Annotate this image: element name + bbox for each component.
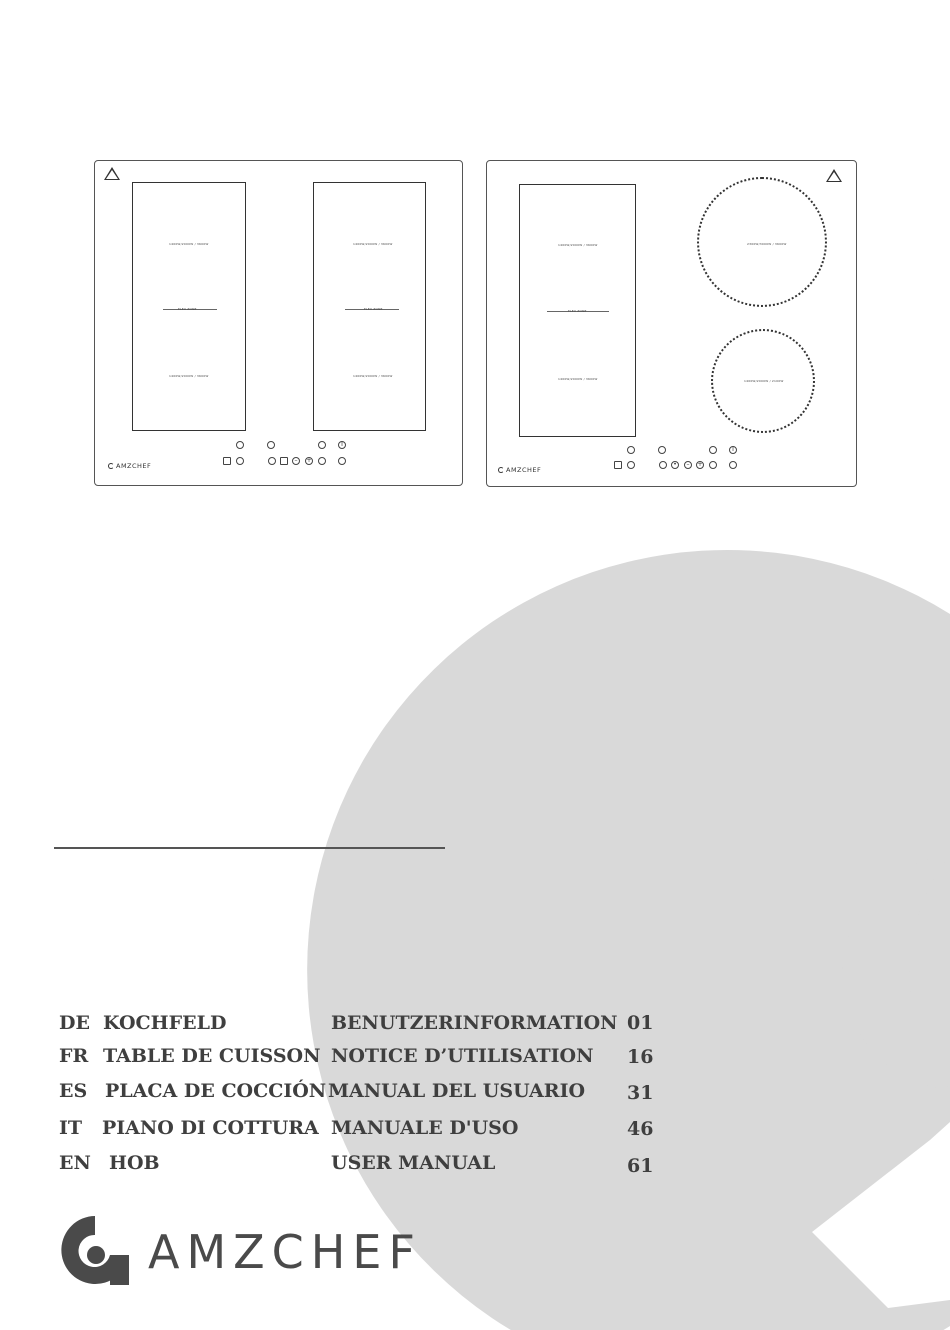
- zone-label: 1400W/2000W / 3600W: [353, 374, 393, 378]
- hob-brand-text: AMZCHEF: [116, 462, 152, 470]
- manual-title: USER MANUAL: [331, 1152, 496, 1174]
- product-name: KOCHFELD: [103, 1012, 227, 1034]
- language-code: IT: [59, 1117, 83, 1139]
- page-number: 31: [627, 1082, 654, 1104]
- flex-zone-left: [132, 182, 246, 431]
- timer-icon: [318, 441, 326, 449]
- language-code: DE: [59, 1012, 90, 1034]
- manual-title: BENUTZERINFORMATION: [331, 1012, 618, 1034]
- boost-icon: [318, 457, 326, 465]
- manual-title: MANUAL DEL USUARIO: [328, 1080, 586, 1102]
- zone-label: 1400W/2000W / 3600W: [558, 377, 598, 381]
- hot-surface-warning-icon: [826, 169, 842, 182]
- flex-icon: [223, 457, 231, 465]
- flex-zone-right: [313, 182, 426, 431]
- flex-zone: [519, 184, 636, 437]
- zone-label: 1400W/2000W / 3600W: [353, 242, 393, 246]
- zone-select-icon: [236, 441, 244, 449]
- product-name: PIANO DI COTTURA: [102, 1117, 319, 1139]
- language-code: ES: [59, 1080, 88, 1102]
- flex-icon: [280, 457, 288, 465]
- hob-brand-text: AMZCHEF: [506, 466, 542, 474]
- zone-select-icon: [267, 441, 275, 449]
- page-number: 61: [627, 1155, 654, 1177]
- flex-icon: [614, 461, 622, 469]
- title-divider: [54, 847, 445, 849]
- brand-mark-icon: [498, 467, 504, 473]
- language-code: FR: [59, 1045, 89, 1067]
- zone-select-icon: [627, 446, 635, 454]
- plus-icon: +: [697, 461, 703, 468]
- zone-indicator-icon: •: [671, 461, 679, 469]
- product-name: PLACA DE COCCIÓN: [105, 1080, 327, 1102]
- hob-brand-logo: [108, 462, 151, 470]
- brand-wordmark: AMZCHEF: [148, 1225, 422, 1279]
- page-number: 01: [627, 1012, 654, 1034]
- zone-label: FLEX ZONE: [568, 309, 587, 313]
- brand-mark-icon: [108, 463, 114, 469]
- page-number: 46: [627, 1118, 654, 1140]
- hob-illustration-flex: [94, 160, 463, 486]
- zone-label: 1400W/2000W / 3600W: [558, 243, 598, 247]
- language-code: EN: [59, 1152, 91, 1174]
- power-icon: I: [338, 441, 346, 449]
- minus-icon: –: [684, 461, 692, 469]
- hob-illustration-mixed: [486, 160, 857, 487]
- zone-label: 1400W/2000W / 3600W: [169, 242, 209, 246]
- manual-title: NOTICE D’UTILISATION: [331, 1045, 594, 1067]
- brand-mark-icon: [50, 1210, 140, 1288]
- power-icon: I: [729, 446, 737, 454]
- zone-label: FLEX ZONE: [178, 307, 197, 311]
- zone-label: FLEX ZONE: [364, 307, 383, 311]
- zone-select-icon: [659, 461, 667, 469]
- zone-select-icon: [627, 461, 635, 469]
- plus-icon: +: [306, 457, 312, 464]
- zone-select-icon: [236, 457, 244, 465]
- pause-icon: [729, 461, 737, 469]
- manual-title: MANUALE D'USO: [331, 1117, 519, 1139]
- product-name: TABLE DE CUISSON: [103, 1045, 321, 1067]
- zone-label: 1400W/2000W / 2100W: [744, 379, 784, 383]
- zone-label: 2300W/3000W / 3600W: [747, 242, 787, 246]
- pause-icon: [338, 457, 346, 465]
- zone-select-icon: [658, 446, 666, 454]
- small-round-zone: [711, 329, 815, 433]
- boost-icon: [709, 461, 717, 469]
- large-round-zone: [697, 177, 827, 307]
- zone-select-icon: [268, 457, 276, 465]
- hot-surface-warning-icon: [104, 167, 120, 180]
- zone-label: 1400W/2000W / 3600W: [169, 374, 209, 378]
- product-name: HOB: [109, 1152, 160, 1174]
- hob-brand-logo: [498, 466, 541, 474]
- timer-icon: [709, 446, 717, 454]
- minus-icon: –: [292, 457, 300, 465]
- page-number: 16: [627, 1046, 654, 1068]
